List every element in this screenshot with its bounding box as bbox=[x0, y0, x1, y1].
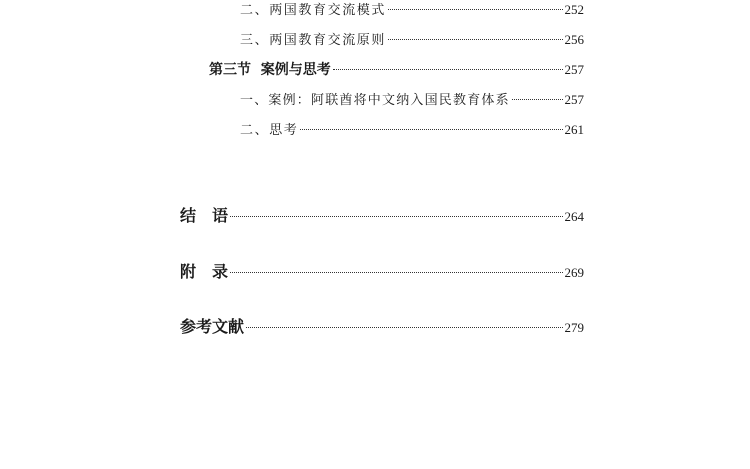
dot-leader bbox=[333, 69, 563, 70]
toc-page-number: 256 bbox=[564, 32, 584, 47]
dot-leader bbox=[388, 9, 562, 10]
toc-page-number: 257 bbox=[564, 62, 584, 77]
toc-entry-exchange-modes[interactable] bbox=[240, 0, 584, 18]
toc-entry-label: 一、案例：阿联酋将中文纳入国民教育体系 bbox=[240, 93, 510, 108]
toc-page-number: 279 bbox=[564, 320, 584, 335]
toc-entry-label: 第三节 案例与思考 bbox=[209, 62, 331, 78]
toc-entry-section-3[interactable] bbox=[209, 59, 584, 79]
dot-leader bbox=[512, 99, 563, 100]
toc-entry-label: 三、两国教育交流原则 bbox=[240, 33, 387, 48]
toc-entry-label: 参考文献 bbox=[180, 317, 245, 336]
toc-entry-conclusion[interactable] bbox=[180, 203, 584, 226]
toc-entry-label: 附录 bbox=[180, 262, 245, 281]
dot-leader bbox=[230, 272, 562, 273]
dot-leader bbox=[246, 327, 562, 328]
toc-page-number: 257 bbox=[564, 92, 584, 107]
dot-leader bbox=[230, 216, 562, 217]
toc-entry-label: 二、两国教育交流模式 bbox=[240, 3, 387, 18]
toc-entry-reflection[interactable] bbox=[240, 119, 584, 138]
toc-entry-appendix[interactable] bbox=[180, 259, 584, 282]
dot-leader bbox=[388, 39, 562, 40]
toc-entry-exchange-principles[interactable] bbox=[240, 29, 584, 48]
toc-entry-label: 二、思考 bbox=[240, 123, 299, 138]
toc-page-number: 252 bbox=[564, 2, 584, 17]
toc-entry-label: 结语 bbox=[180, 206, 245, 225]
toc-page-number: 261 bbox=[564, 122, 584, 137]
dot-leader bbox=[300, 129, 562, 130]
toc-page-number: 269 bbox=[564, 265, 584, 280]
toc-entry-case[interactable] bbox=[240, 89, 584, 108]
toc-page-number: 264 bbox=[564, 209, 584, 224]
toc-entry-references[interactable] bbox=[180, 314, 584, 337]
